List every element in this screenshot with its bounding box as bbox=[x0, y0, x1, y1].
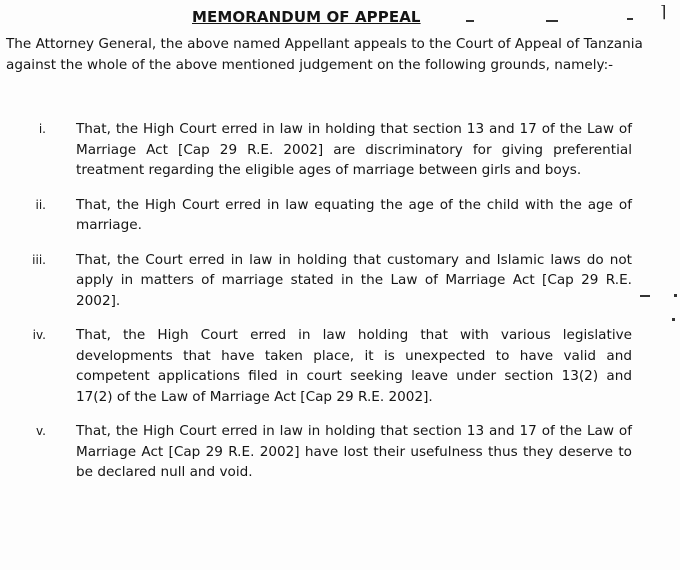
scan-artifact-dot bbox=[674, 294, 677, 297]
ground-item bbox=[0, 325, 632, 407]
ground-number: iv. bbox=[32, 328, 46, 342]
scan-artifact-bracket: ⌉ bbox=[660, 2, 667, 21]
ground-text: That, the High Court erred in law in holding that section 13 and 17 of the Law of Marriage Act [Cap 29 R.E. 2002] are discriminatory for giving preferential treatment regarding the eligible ages of marriage between girls and boys. bbox=[76, 121, 632, 178]
scan-artifact-dash bbox=[546, 20, 558, 22]
ground-number: iii. bbox=[32, 252, 46, 267]
ground-number: ii. bbox=[35, 197, 46, 212]
ground-text: That, the High Court erred in law holding that with various legislative developments that have taken place, it is unexpected to have valid and competent applications filed in court seeking leave under section 13(2) and 17(2) of the Law of Marriage Act [Cap 29 R.E. 2002]. bbox=[76, 327, 632, 405]
ground-item bbox=[0, 195, 632, 236]
scan-artifact-dash bbox=[466, 20, 474, 22]
scan-artifact-dash bbox=[627, 18, 633, 20]
grounds-list bbox=[0, 119, 680, 497]
ground-number: v. bbox=[36, 424, 46, 438]
scan-artifact-dash bbox=[640, 295, 650, 297]
ground-item bbox=[0, 250, 632, 312]
ground-number: i. bbox=[38, 122, 46, 136]
scan-artifact-dot bbox=[672, 318, 675, 321]
ground-text: That, the Court erred in law in holding that customary and Islamic laws do not apply in matters of marriage stated in the Law of Marriage Act [Cap 29 R.E. 2002]. bbox=[76, 251, 632, 309]
ground-text: That, the High Court erred in law in holding that section 13 and 17 of the Law of Marriage Act [Cap 29 R.E. 2002] have lost their usefulness thus they deserve to be declared null and void. bbox=[76, 423, 632, 480]
ground-item bbox=[0, 119, 632, 181]
ground-item bbox=[0, 421, 632, 483]
intro-paragraph: The Attorney General, the above named Appellant appeals to the Court of Appeal of Tanzania against the whole of the above mentioned judgement on the following grounds, namely:- bbox=[6, 36, 643, 73]
document-title: MEMORANDUM OF APPEAL bbox=[192, 8, 421, 26]
ground-text: That, the High Court erred in law equating the age of the child with the age of marriage. bbox=[76, 196, 632, 233]
